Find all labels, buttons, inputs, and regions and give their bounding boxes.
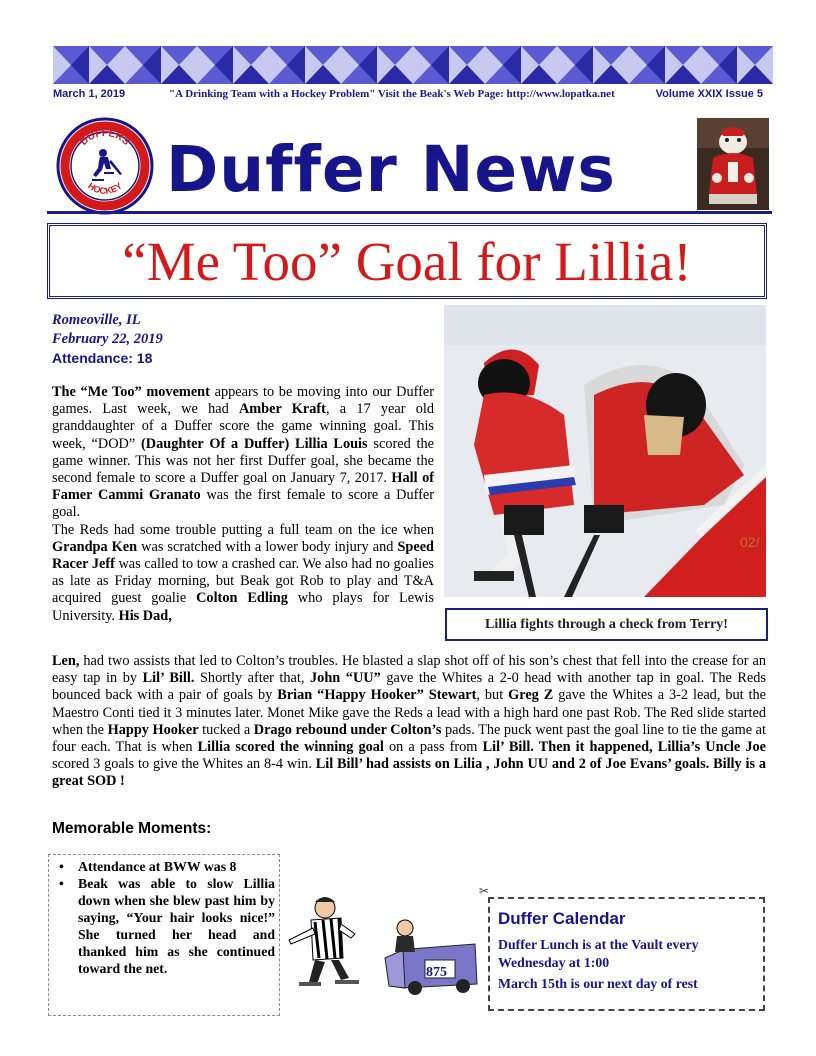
banner-tile	[737, 46, 773, 84]
article-paragraph-1: The “Me Too” movement appears to be moving into our Duffer games. Last week, we had Amber Kraft, a 17 year old granddaughter of a Duffer score the game winning goal. This week, “DOD” (Daughter Of a Duffer) Lillia Louis scored the game winner. This was not her first Duffer goal, she became the second female to score a Duffer goal on January 7, 2017. Hall of Famer Cammi Granato was the first female to score a Duffer goal.	[52, 384, 434, 521]
logo-text-bottom: HOCKEY	[86, 180, 124, 197]
referee-zamboni-cartoon	[285, 888, 480, 998]
article-body-wide	[52, 653, 766, 791]
banner-tile	[593, 46, 629, 84]
banner-tile	[161, 46, 197, 84]
photo-caption: Lillia fights through a check from Terry!	[445, 608, 768, 641]
banner-tile	[197, 46, 233, 84]
article-paragraph-3: Len, had two assists that led to Colton’s troubles. He blasted a slap shot off of his son’s chest that fell into the crease for an easy tap in by Lil’ Bill. Shortly after that, John “UU” gave the Whites a 2-0 head with another tap in goal. The Reds bounced back with a pair of goals by Brian “Happy Hooker” Stewart, but Greg Z gave the Whites a 3-2 lead, but the Maestro Conti tied it 3 minutes later. Monet Mike gave the Reds a lead with a high hard one past Rob. The Red slide started when the Happy Hooker tucked a Drago rebound under Colton’s pads. The puck went past the goal line to tie the game at four each. That is when Lillia scored the winning goal on a pass from Lil’ Bill. Then it happened, Lillia’s Uncle Joe scored 3 goals to give the Whites an 8-4 win. Lil Bill’ had assists on Lilia , John UU and 2 of Joe Evans’ goals. Billy is a great SOD !	[52, 653, 767, 790]
banner-tile	[485, 46, 521, 84]
zamboni-number: 875	[426, 965, 447, 980]
memorable-moments-title: Memorable Moments:	[52, 820, 212, 837]
banner-tile	[377, 46, 413, 84]
banner-tile	[125, 46, 161, 84]
list-item: • Beak was able to slow Lillia down when she blew past him by saying, “Your hair looks nice!” She turned her head and thanked him as she continued toward the net.	[53, 875, 275, 977]
banner-tile	[521, 46, 557, 84]
banner-tile	[701, 46, 737, 84]
dateline	[52, 311, 163, 368]
decorative-banner	[53, 46, 773, 84]
motto-line: "A Drinking Team with a Hockey Problem" Visit the Beak's Web Page: http://www.lopatka.net	[169, 88, 615, 100]
calendar-entry-rest: March 15th is our next day of rest	[498, 976, 698, 991]
photo-date-stamp: 02/	[740, 534, 760, 550]
scissors-icon: ✂	[479, 884, 490, 898]
banner-tile	[269, 46, 305, 84]
banner-tile	[557, 46, 593, 84]
referee-figure	[289, 897, 359, 984]
article-location: Romeoville, IL	[52, 312, 141, 328]
volume-issue: Volume XXIX Issue 5	[655, 88, 763, 100]
list-item: • Attendance at BWW was 8	[53, 858, 275, 875]
article-paragraph-2: The Reds had some trouble putting a full team on the ice when Grandpa Ken was scratched with a lower body injury and Speed Racer Jeff was called to tow a crashed car. We also had no goalies as late as Friday morning, but Beak got Rob to play and T&A acquired guest goalie Colton Edling who plays for Lewis University. His Dad,	[52, 521, 434, 624]
memorable-moments-box	[48, 854, 280, 1016]
calendar-entry-lunch: Duffer Lunch is at the Vault every Wednesday at 1:00	[498, 937, 699, 970]
masthead-title: Duffer News	[166, 133, 616, 206]
calendar-title: Duffer Calendar	[498, 909, 626, 928]
banner-tile	[413, 46, 449, 84]
banner-tile	[53, 46, 89, 84]
headline-box	[47, 223, 767, 299]
duffer-calendar-box	[488, 897, 765, 1011]
banner-tile	[305, 46, 341, 84]
duffers-hockey-logo	[56, 117, 154, 215]
banner-tile	[449, 46, 485, 84]
issue-date: March 1, 2019	[53, 88, 126, 100]
issue-info-line	[53, 88, 773, 104]
hockey-action-photo	[444, 305, 766, 597]
mascot-photo	[697, 118, 769, 210]
article-game-date: February 22, 2019	[52, 331, 163, 347]
header-rule	[47, 211, 772, 214]
banner-tile	[665, 46, 701, 84]
article-attendance: Attendance: 18	[52, 350, 153, 366]
zamboni-machine	[385, 920, 477, 995]
banner-tile	[89, 46, 125, 84]
banner-tile	[629, 46, 665, 84]
article-headline: “Me Too” Goal for Lillia!	[122, 230, 692, 292]
banner-tile	[341, 46, 377, 84]
article-body-column	[52, 384, 434, 625]
logo-text-top: DUFFERS	[78, 128, 132, 148]
banner-tile	[233, 46, 269, 84]
